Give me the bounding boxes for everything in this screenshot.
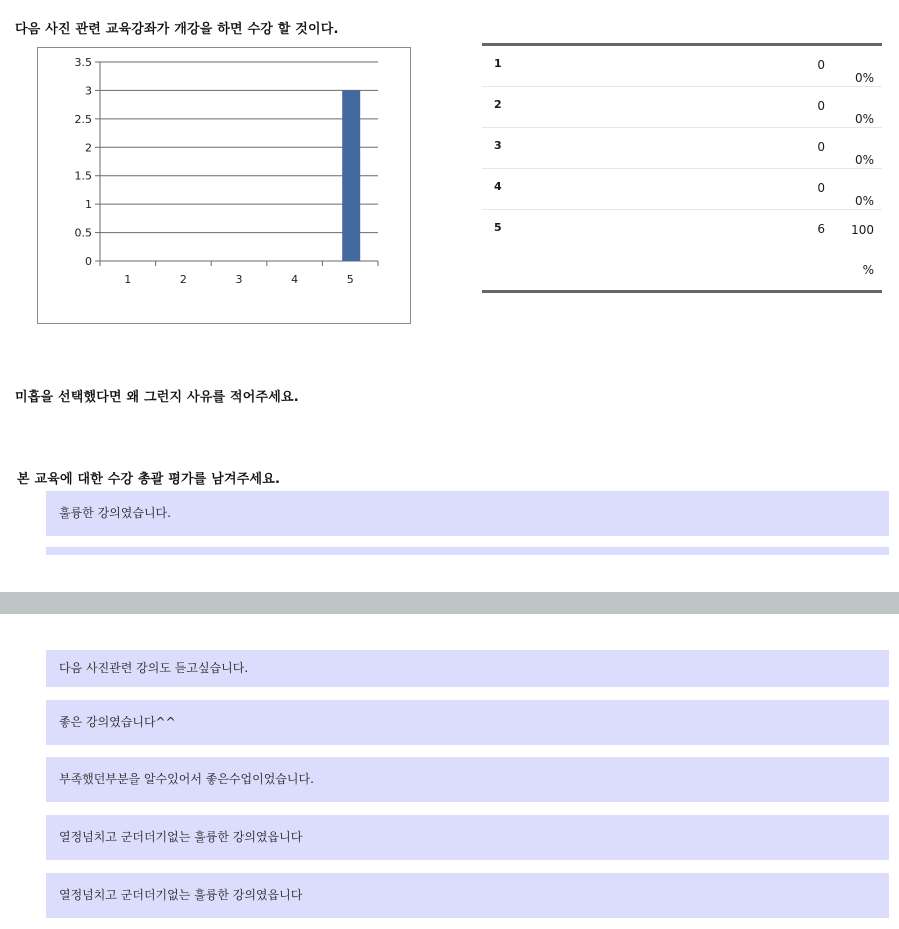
chart-svg <box>38 48 412 325</box>
answer-item: 열정넘치고 군더더기없는 훌륭한 강의였읍니다 <box>46 815 889 860</box>
rating-count: 0 <box>817 58 825 72</box>
table-row <box>482 87 882 128</box>
answer-item: 다음 사진관련 강의도 듣고싶습니다. <box>46 650 889 687</box>
y-tick-label: 1.5 <box>74 169 92 183</box>
rating-bar-chart <box>37 47 411 324</box>
x-tick-label: 5 <box>346 273 354 286</box>
table-row <box>482 128 882 169</box>
rating-count: 0 <box>817 140 825 154</box>
bar <box>342 90 360 261</box>
y-tick-label: 3 <box>85 84 92 98</box>
rating-count: 0 <box>817 99 825 113</box>
y-tick-label: 0 <box>85 255 92 268</box>
rating-label: 5 <box>494 221 502 234</box>
x-tick-label: 2 <box>179 273 187 286</box>
x-tick-label: 1 <box>124 273 132 286</box>
y-tick-label: 0.5 <box>74 226 92 240</box>
rating-percent: 0% <box>854 112 874 126</box>
rating-count: 6 <box>817 222 825 236</box>
rating-percent: 100 % <box>851 223 874 277</box>
rating-label: 1 <box>494 57 502 70</box>
rating-label: 2 <box>494 98 502 111</box>
rating-distribution-table <box>482 43 882 293</box>
answer-item: 훌륭한 강의였습니다. <box>46 491 889 536</box>
table-row <box>482 169 882 210</box>
answer-item: 좋은 강의였습니다^^ <box>46 700 889 745</box>
y-tick-label: 3.5 <box>74 56 92 69</box>
y-tick-label: 2 <box>85 141 92 155</box>
rating-label: 4 <box>494 180 502 193</box>
table-row <box>482 210 882 290</box>
answer-item: 열정넘치고 군더더기없는 훌륭한 강의였읍니다 <box>46 873 889 918</box>
x-tick-label: 4 <box>291 273 299 286</box>
y-tick-label: 2.5 <box>74 112 92 126</box>
rating-percent: 0% <box>854 153 874 167</box>
section-divider <box>0 592 899 614</box>
y-tick-label: 1 <box>85 198 92 212</box>
answer-item <box>46 547 889 555</box>
rating-percent: 0% <box>854 194 874 208</box>
rating-percent: 0% <box>854 71 874 85</box>
table-row <box>482 46 882 87</box>
x-tick-label: 3 <box>235 273 243 286</box>
rating-label: 3 <box>494 139 502 152</box>
question-1-title: 다음 사진 관련 교육강좌가 개강을 하면 수강 할 것이다. <box>15 22 339 37</box>
question-3-title: 본 교육에 대한 수강 총괄 평가를 남겨주세요. <box>17 472 281 487</box>
question-2-title: 미흡을 선택했다면 왜 그런지 사유를 적어주세요. <box>15 390 299 405</box>
answer-item: 부족했던부분을 알수있어서 좋은수업이었습니다. <box>46 757 889 802</box>
rating-count: 0 <box>817 181 825 195</box>
